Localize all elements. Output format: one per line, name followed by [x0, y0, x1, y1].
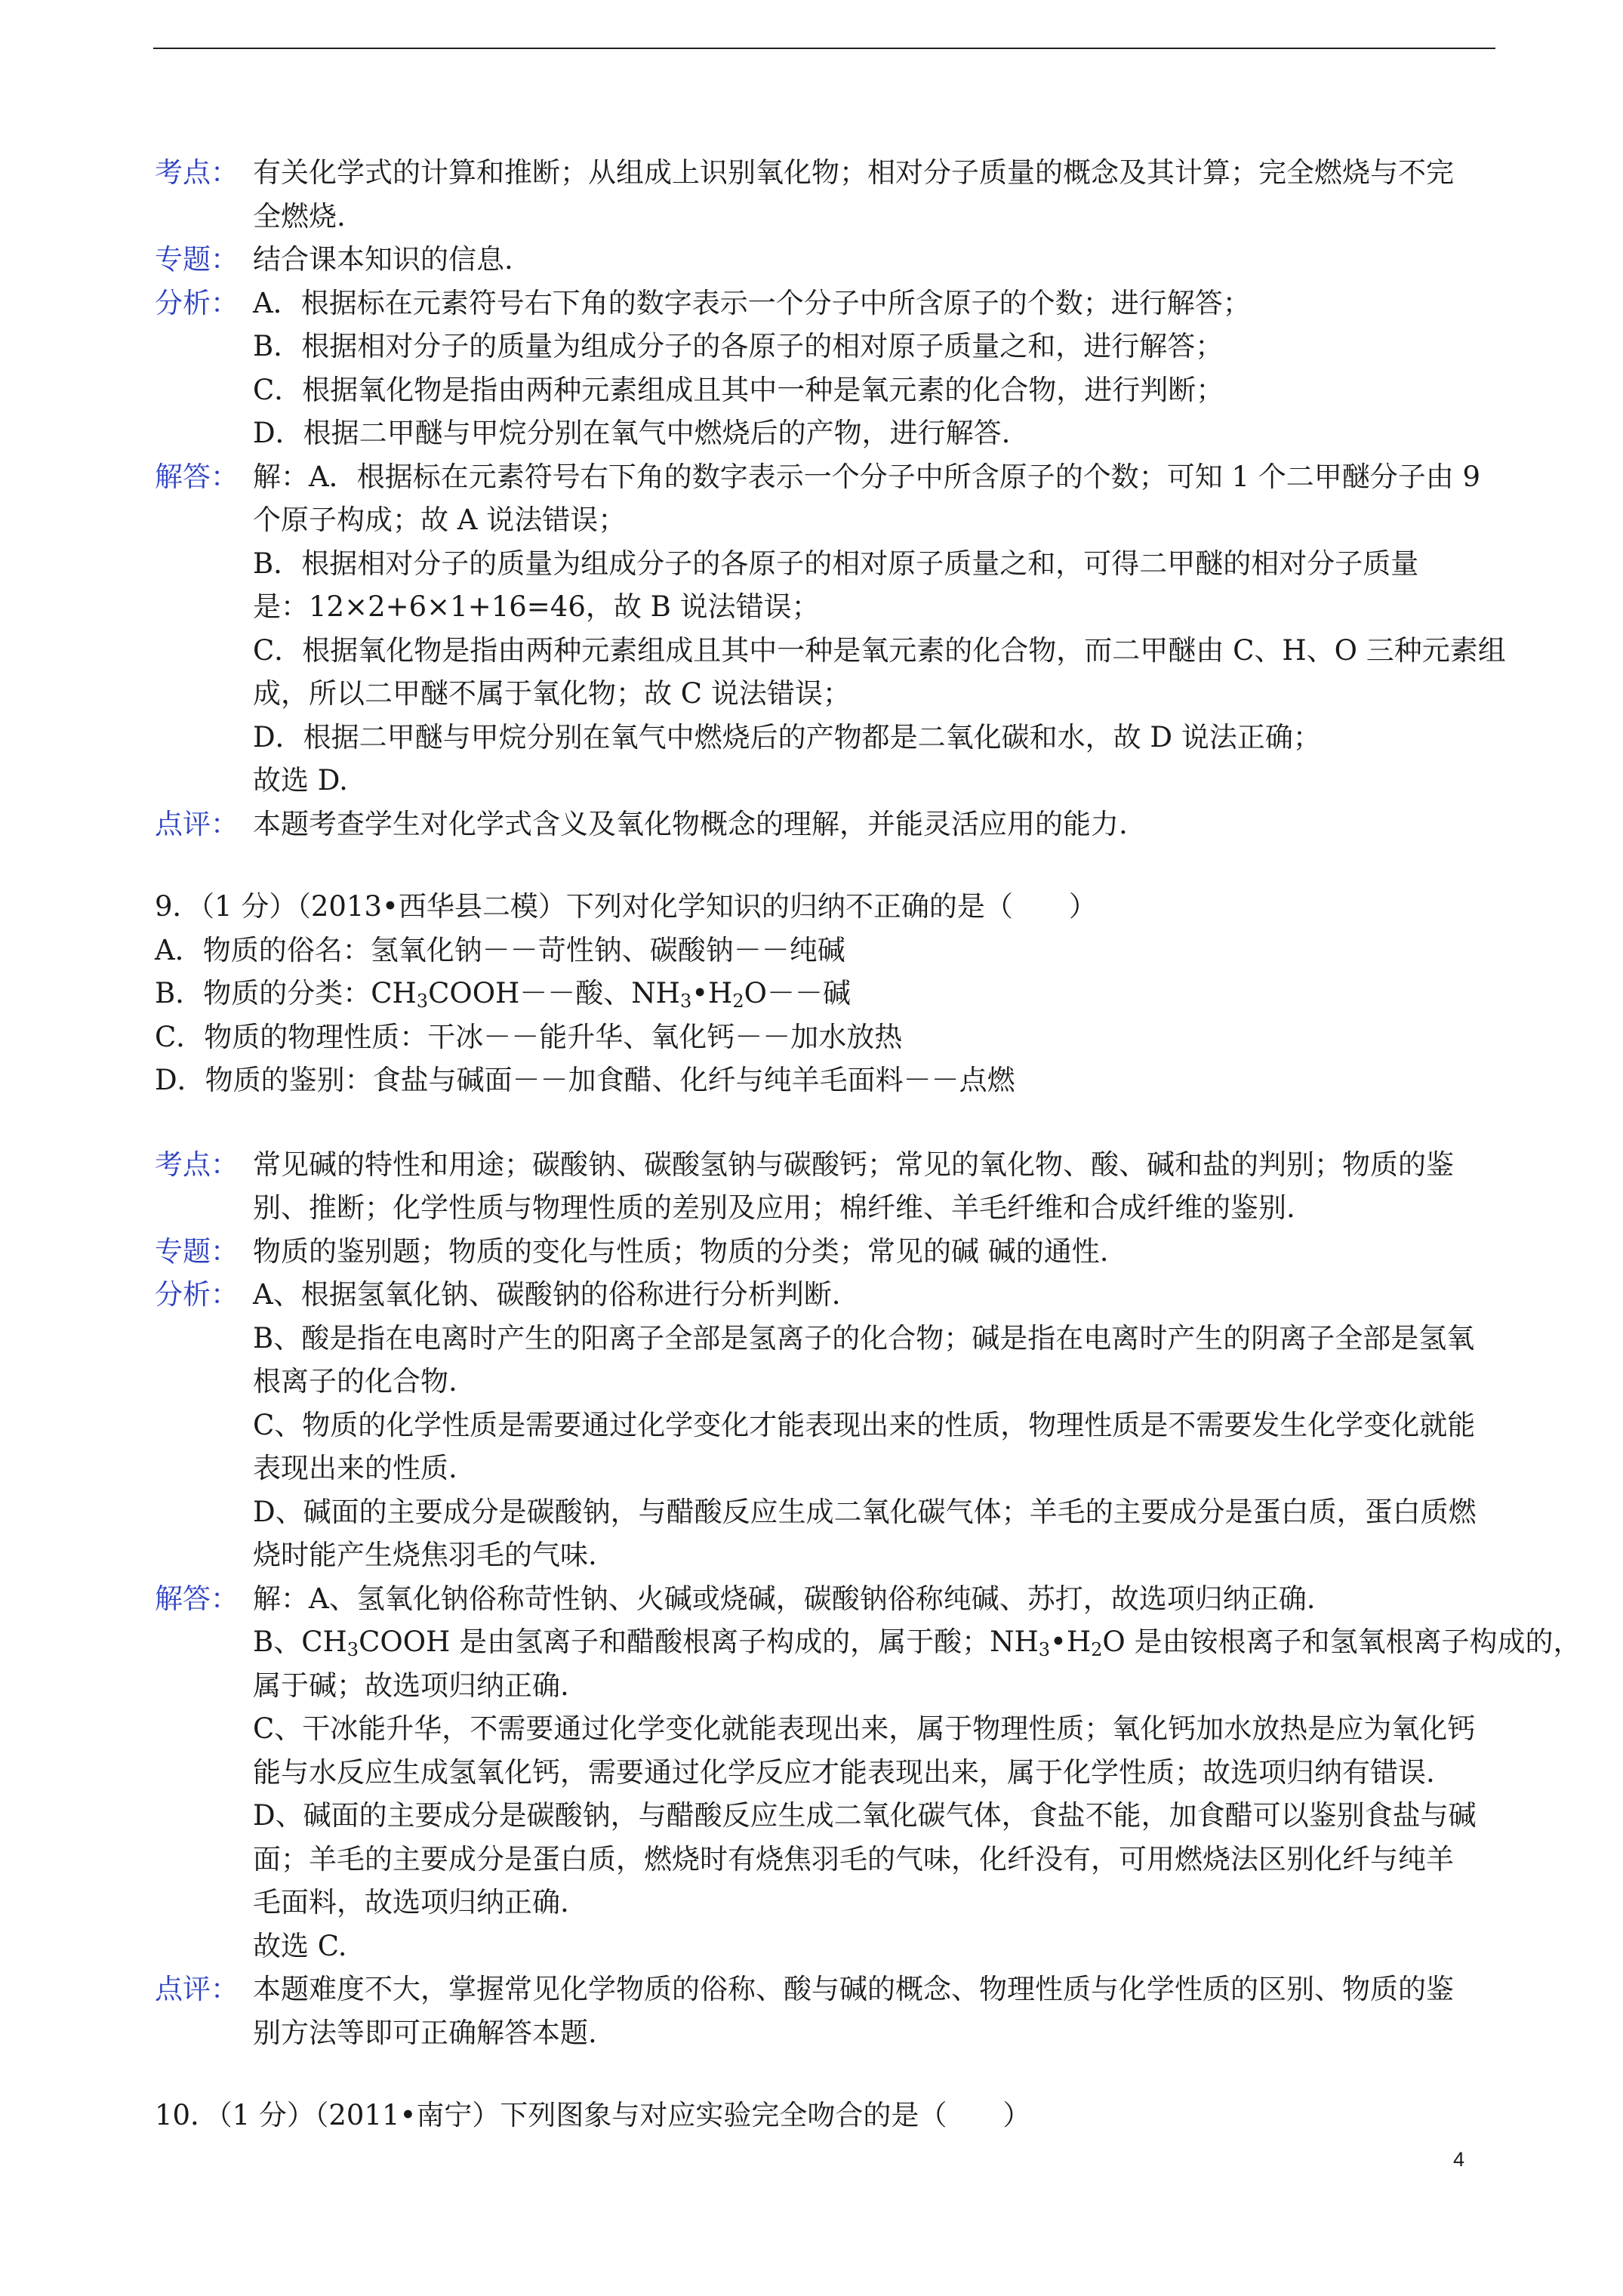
q8-jieda: [155, 455, 1506, 803]
text-line: 毛面料，故选项归纳正确.: [253, 1886, 569, 1918]
text-line: D．根据二甲醚与甲烷分别在氧气中燃烧后的产物都是二氧化碳和水，故 D 说法正确；: [253, 720, 1321, 754]
text-run: COOH－－酸、NH: [428, 977, 680, 1009]
q9-kaodian: [155, 1143, 1506, 1230]
section-label: 分析：: [155, 286, 239, 319]
text-line: 个原子构成；故 A 说法错误；: [253, 504, 627, 536]
text-line: C、物质的化学性质是需要通过化学变化才能表现出来的性质，物理性质是不需要发生化学变化就能: [253, 1408, 1476, 1441]
text-line: 别方法等即可正确解答本题.: [253, 2016, 597, 2049]
text-run: B、CH: [253, 1626, 347, 1658]
text-line: 结合课本知识的信息.: [253, 243, 513, 276]
text-line: A、根据氢氧化钠、碳酸钠的俗称进行分析判断.: [253, 1278, 841, 1311]
text-line: 表现出来的性质.: [253, 1452, 457, 1484]
text-line: A．根据标在元素符号右下角的数字表示一个分子中所含原子的个数；进行解答；: [253, 286, 1251, 319]
q10-stem: 10．（1 分）（2011•南宁）下列图象与对应实验完全吻合的是（ ）: [155, 2099, 1031, 2131]
text-line: C．根据氧化物是指由两种元素组成且其中一种是氧元素的化合物，而二甲醚由 C、H、O 三种元素组: [253, 633, 1506, 667]
subscript: 2: [1091, 1639, 1103, 1660]
text-line: 成，所以二甲醚不属于氧化物；故 C 说法错误；: [253, 677, 851, 710]
q9-jieda: [155, 1577, 1581, 1968]
text-line: 全燃烧.: [253, 199, 346, 233]
section-label: 解答：: [155, 1582, 239, 1615]
q9-option-d: D．物质的鉴别：食盐与碱面－－加食醋、化纤与纯羊毛面料－－点燃: [155, 1064, 1015, 1096]
page-number: 4: [1453, 2148, 1465, 2171]
text-run: •H: [1050, 1626, 1092, 1658]
section-label: 考点：: [155, 156, 239, 189]
subscript: 3: [1038, 1639, 1050, 1660]
text-line: 故选 D.: [253, 764, 348, 797]
text-line: 本题考查学生对化学式含义及氧化物概念的理解，并能灵活应用的能力.: [253, 807, 1128, 840]
text-line: 别、推断；化学性质与物理性质的差别及应用；棉纤维、羊毛纤维和合成纤维的鉴别.: [253, 1191, 1295, 1224]
text-run: B．物质的分类：CH: [155, 977, 417, 1009]
q9-zhuanti: [155, 1230, 1506, 1274]
section-label: 点评：: [155, 1973, 239, 2005]
text-line: B、酸是指在电离时产生的阳离子全部是氢离子的化合物；碱是指在电离时产生的阴离子全部是氢氧: [253, 1321, 1475, 1354]
subscript: 3: [416, 991, 429, 1012]
text-line: 常见碱的特性和用途；碳酸钠、碳酸氢钠与碳酸钙；常见的氧化物、酸、碱和盐的判别；物质的鉴: [253, 1148, 1454, 1181]
text-line: [253, 1620, 1581, 1664]
q8-fenxi: [155, 282, 1506, 455]
text-line: 根离子的化合物.: [253, 1365, 457, 1398]
section-label: 专题：: [155, 243, 239, 276]
subscript: 3: [679, 991, 692, 1012]
q9-option-a: A．物质的俗名：氢氧化钠－－苛性钠、碳酸钠－－纯碱: [155, 933, 845, 966]
q9-option-c: C．物质的物理性质：干冰－－能升华、氧化钙－－加水放热: [155, 1020, 903, 1053]
text-line: 是：12×2+6×1+16=46，故 B 说法错误；: [253, 590, 820, 623]
section-label: 考点：: [155, 1148, 239, 1181]
section-label: 点评：: [155, 807, 239, 840]
text-line: B．根据相对分子的质量为组成分子的各原子的相对原子质量之和，可得二甲醚的相对分子质量: [253, 547, 1419, 580]
header-rule: [153, 48, 1495, 49]
text-line: 有关化学式的计算和推断；从组成上识别氧化物；相对分子质量的概念及其计算；完全燃烧与不完: [253, 156, 1454, 189]
subscript: 2: [732, 991, 744, 1012]
text-line: 本题难度不大，掌握常见化学物质的俗称、酸与碱的概念、物理性质与化学性质的区别、物质的鉴: [253, 1973, 1454, 2005]
text-line: 烧时能产生烧焦羽毛的气味.: [253, 1539, 597, 1571]
text-line: 解：A、氢氧化钠俗称苛性钠、火碱或烧碱，碳酸钠俗称纯碱、苏打，故选项归纳正确.: [253, 1582, 1316, 1615]
text-line: 面；羊毛的主要成分是蛋白质，燃烧时有烧焦羽毛的气味，化纤没有，可用燃烧法区别化纤与纯羊: [253, 1842, 1454, 1875]
q9-dianping: [155, 1968, 1506, 2054]
text-run: •H: [691, 977, 733, 1009]
text-line: D、碱面的主要成分是碳酸钠，与醋酸反应生成二氧化碳气体，食盐不能，加食醋可以鉴别食盐与碱: [253, 1799, 1477, 1832]
q8-kaodian: [155, 151, 1506, 238]
q9-stem: 9．（1 分）（2013•西华县二模）下列对化学知识的归纳不正确的是（ ）: [155, 890, 1097, 923]
text-run: O－－碱: [744, 977, 851, 1009]
text-line: C．根据氧化物是指由两种元素组成且其中一种是氧元素的化合物，进行判断；: [253, 373, 1224, 406]
text-run: COOH 是由氢离子和醋酸根离子构成的，属于酸；NH: [359, 1626, 1039, 1658]
q9-option-b: [155, 972, 1506, 1015]
text-run: O 是由铵根离子和氢氧根离子构成的，: [1102, 1626, 1581, 1658]
section-label: 解答：: [155, 460, 239, 493]
text-line: 属于碱；故选项归纳正确.: [253, 1669, 569, 1702]
text-line: 物质的鉴别题；物质的变化与性质；物质的分类；常见的碱 碱的通性.: [253, 1234, 1109, 1268]
q9-fenxi: [155, 1273, 1506, 1577]
text-line: 解：A．根据标在元素符号右下角的数字表示一个分子中所含原子的个数；可知 1 个二甲醚分子由 9: [253, 460, 1481, 493]
text-line: 能与水反应生成氢氧化钙，需要通过化学反应才能表现出来，属于化学性质；故选项归纳有错误.: [253, 1755, 1435, 1789]
page-content: [155, 151, 1581, 2137]
text-line: C、干冰能升华，不需要通过化学变化就能表现出来，属于物理性质；氧化钙加水放热是应为氧化钙: [253, 1712, 1476, 1745]
text-line: D．根据二甲醚与甲烷分别在氧气中燃烧后的产物，进行解答.: [253, 417, 1011, 449]
subscript: 3: [346, 1639, 359, 1660]
text-line: 故选 C.: [253, 1929, 347, 1962]
q8-zhuanti: [155, 238, 1506, 282]
text-line: D、碱面的主要成分是碳酸钠，与醋酸反应生成二氧化碳气体；羊毛的主要成分是蛋白质，蛋白质燃: [253, 1495, 1477, 1528]
q8-dianping: [155, 803, 1506, 846]
text-line: B．根据相对分子的质量为组成分子的各原子的相对原子质量之和，进行解答；: [253, 330, 1224, 362]
section-label: 分析：: [155, 1278, 239, 1311]
section-label: 专题：: [155, 1234, 239, 1268]
